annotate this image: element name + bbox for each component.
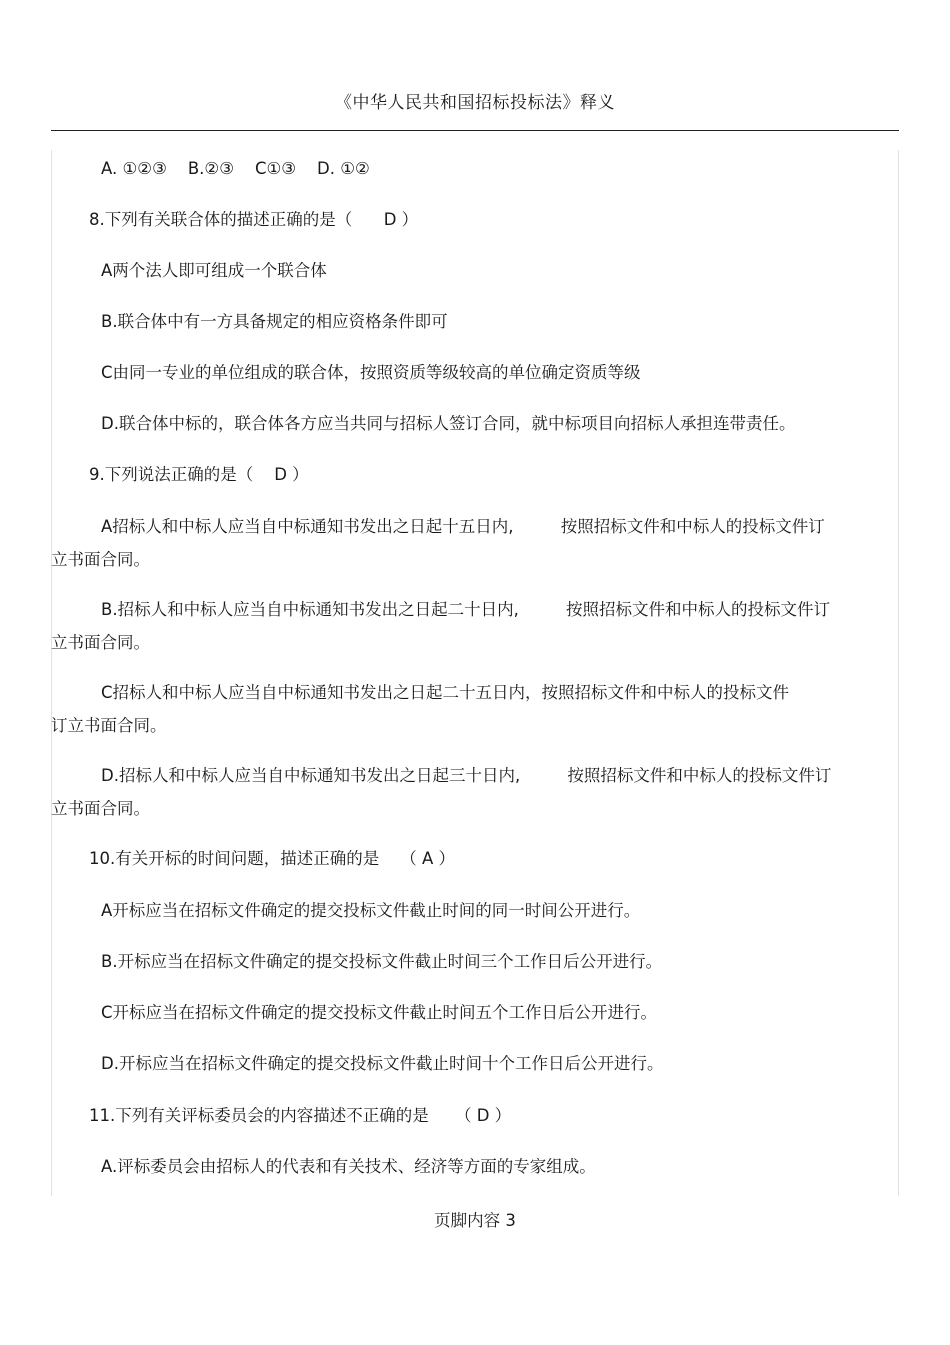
q9-option-a-line2: 立书面合同。 [51, 550, 150, 569]
q7-options: A. ①②③ B.②③ C①③ D. ①② [101, 159, 370, 178]
right-margin-line [898, 150, 899, 1196]
left-margin-line [51, 150, 52, 1196]
q9-option-d-line2: 立书面合同。 [51, 799, 150, 818]
q10-option-a: A开标应当在招标文件确定的提交投标文件截止时间的同一时间公开进行。 [101, 901, 641, 920]
q9-option-a-line1: A招标人和中标人应当自中标通知书发出之日起十五日内, 按照招标文件和中标人的投标文件订 [101, 517, 825, 536]
q8-option-a: A两个法人即可组成一个联合体 [101, 261, 327, 280]
page-footer: 页脚内容 3 [434, 1211, 516, 1230]
page-header-title: 《中华人民共和国招标投标法》释义 [335, 93, 615, 113]
q10-option-d: D.开标应当在招标文件确定的提交投标文件截止时间十个工作日后公开进行。 [101, 1054, 664, 1073]
q10-option-c: C开标应当在招标文件确定的提交投标文件截止时间五个工作日后公开进行。 [101, 1003, 658, 1022]
q8-option-d: D.联合体中标的，联合体各方应当共同与招标人签订合同，就中标项目向招标人承担连带责任。 [101, 414, 796, 433]
q9-option-d-line1: D.招标人和中标人应当自中标通知书发出之日起三十日内, 按照招标文件和中标人的投标文件订 [101, 766, 832, 785]
q8-question: 8.下列有关联合体的描述正确的是（ D ） [89, 210, 419, 229]
q9-option-b-line1: B.招标人和中标人应当自中标通知书发出之日起二十日内, 按照招标文件和中标人的投标文件订 [101, 600, 831, 619]
q9-option-b-line2: 立书面合同。 [51, 633, 150, 652]
header-divider [51, 130, 899, 131]
q9-option-c-line1: C招标人和中标人应当自中标通知书发出之日起二十五日内，按照招标文件和中标人的投标文件 [101, 683, 790, 702]
q11-question: 11.下列有关评标委员会的内容描述不正确的是 （ D ） [89, 1106, 512, 1125]
q9-question: 9.下列说法正确的是（ D ） [89, 465, 309, 484]
q8-option-b: B.联合体中有一方具备规定的相应资格条件即可 [101, 312, 448, 331]
q10-question: 10.有关开标的时间问题，描述正确的是 （ A ） [89, 849, 455, 868]
q10-option-b: B.开标应当在招标文件确定的提交投标文件截止时间三个工作日后公开进行。 [101, 952, 663, 971]
q9-option-c-line2: 订立书面合同。 [51, 716, 167, 735]
q11-option-a: A.评标委员会由招标人的代表和有关技术、经济等方面的专家组成。 [101, 1157, 596, 1176]
q8-option-c: C由同一专业的单位组成的联合体，按照资质等级较高的单位确定资质等级 [101, 363, 641, 382]
